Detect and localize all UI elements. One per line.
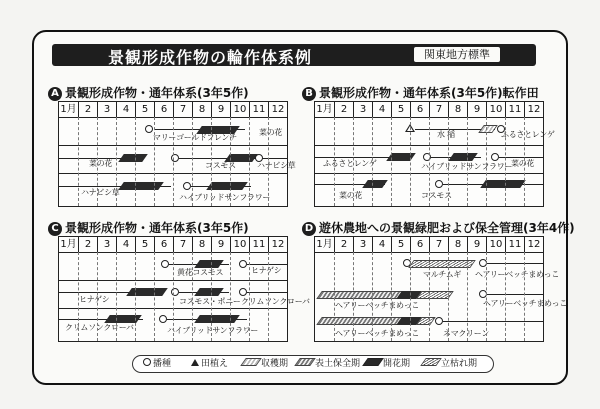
flowering-bar <box>194 288 224 296</box>
sow-marker <box>161 260 169 268</box>
section-b-letter: B <box>302 87 316 101</box>
month-cell: 3 <box>353 102 372 117</box>
month-cell: 8 <box>448 237 467 252</box>
month-divider <box>173 252 174 341</box>
month-header <box>59 102 287 118</box>
legend-wither: 立枯れ期 <box>423 356 477 372</box>
month-cell: 3 <box>97 102 116 117</box>
month-cell: 7 <box>429 237 448 252</box>
month-cell: 1月 <box>60 104 77 115</box>
month-cell: 1月 <box>316 239 333 250</box>
month-cell: 2 <box>78 237 97 252</box>
region-standard-badge: 関東地方標準 <box>414 47 500 62</box>
month-divider <box>429 117 430 206</box>
sow-marker <box>239 288 247 296</box>
month-divider <box>467 117 468 206</box>
crop-label: コスモス・ポニー <box>179 297 241 306</box>
month-divider <box>505 252 506 341</box>
legend-flower: 開花期 <box>365 356 410 372</box>
month-divider <box>391 252 392 341</box>
month-divider <box>211 117 212 206</box>
crop-label: ヘアリーベッチまめっこ <box>335 329 420 338</box>
crop-label: マリーゴールドフレンチ <box>153 133 237 142</box>
month-cell: 8 <box>192 102 211 117</box>
month-cell: 5 <box>135 237 154 252</box>
cover-swatch-icon <box>294 358 316 366</box>
crop-label: ヘアリーベッチまめっこ <box>335 301 420 310</box>
sow-marker <box>435 317 443 325</box>
month-header <box>59 237 287 253</box>
page-title: 景観形成作物の輪作体系例 <box>108 48 313 67</box>
legend-cover: 表土保全期 <box>297 356 360 372</box>
month-cell: 3 <box>353 237 372 252</box>
month-divider <box>505 117 506 206</box>
crop-label: ふるさとレンゲ <box>323 159 377 168</box>
crop-label: ハナビシ草 <box>81 188 120 197</box>
month-cell: 12 <box>524 237 543 252</box>
flowering-bar <box>118 154 148 162</box>
section-a-title: A 景観形成作物・通年体系(3年5作) <box>48 84 249 101</box>
month-divider <box>486 117 487 206</box>
section-d-letter: D <box>302 222 316 236</box>
harvest-swatch-icon <box>240 358 262 366</box>
crop-label: 水 稲 <box>437 130 455 139</box>
month-cell: 4 <box>116 237 135 252</box>
sow-icon <box>143 358 151 366</box>
month-divider <box>249 252 250 341</box>
month-cell: 8 <box>192 237 211 252</box>
legend-harvest: 収穫期 <box>243 356 288 372</box>
flowering-bar <box>362 180 388 188</box>
flowering-bar <box>104 315 142 323</box>
month-divider <box>268 117 269 206</box>
harvest-bar <box>478 125 498 133</box>
month-cell: 9 <box>467 102 486 117</box>
month-divider <box>410 117 411 206</box>
month-cell: 7 <box>429 102 448 117</box>
month-divider <box>211 252 212 341</box>
month-divider <box>97 117 98 206</box>
month-divider <box>448 252 449 341</box>
title-banner <box>52 44 536 66</box>
month-divider <box>334 252 335 341</box>
crop-label: 菜の花 <box>259 128 283 137</box>
flowering-bar <box>194 260 224 268</box>
crop-label: 黄花コスモス <box>177 268 224 277</box>
month-cell: 4 <box>372 237 391 252</box>
flower-swatch-icon <box>362 358 384 366</box>
month-cell: 5 <box>391 237 410 252</box>
month-cell: 5 <box>135 102 154 117</box>
section-b-title: B 景観形成作物・通年体系(3年5作)転作田 <box>302 84 539 101</box>
rotation-grid-d <box>314 236 568 342</box>
month-header <box>315 237 543 253</box>
month-cell: 10 <box>486 102 505 117</box>
month-cell: 2 <box>78 102 97 117</box>
month-cell: 7 <box>173 237 192 252</box>
month-cell: 10 <box>486 237 505 252</box>
month-divider <box>135 117 136 206</box>
month-cell: 11 <box>505 237 524 252</box>
crop-label: ハイブリッドサンフラワー <box>179 193 271 202</box>
transplant-icon <box>191 359 199 366</box>
crop-label: コスモス <box>205 161 236 170</box>
crop-label: クリムソンクローバ <box>65 323 134 332</box>
month-divider <box>249 117 250 206</box>
month-divider <box>230 117 231 206</box>
section-c-letter: C <box>48 222 62 236</box>
month-divider <box>486 252 487 341</box>
topsoil-conservation-bar <box>316 291 406 299</box>
month-cell: 11 <box>505 102 524 117</box>
rotation-grid-c <box>58 236 310 342</box>
month-divider <box>268 252 269 341</box>
crop-label: ヒナゲシ <box>251 266 282 275</box>
month-divider <box>391 117 392 206</box>
topsoil-conservation-bar <box>316 317 406 325</box>
crop-label: ハイブリッドサンフラワー <box>167 326 259 335</box>
crop-label: ハナビシ草 <box>257 161 296 170</box>
month-cell: 6 <box>410 102 429 117</box>
flowering-bar <box>448 153 478 161</box>
month-cell: 9 <box>467 237 486 252</box>
month-divider <box>429 252 430 341</box>
flowering-bar <box>206 182 248 190</box>
month-divider <box>334 117 335 206</box>
month-divider <box>524 252 525 341</box>
month-divider <box>192 117 193 206</box>
month-divider <box>192 252 193 341</box>
month-cell: 1月 <box>60 239 77 250</box>
month-divider <box>78 117 79 206</box>
withering-bar <box>408 260 476 268</box>
month-divider <box>78 252 79 341</box>
month-divider <box>154 252 155 341</box>
month-divider <box>116 252 117 341</box>
month-cell: 6 <box>410 237 429 252</box>
crop-label: ふるさとレンゲ <box>501 130 555 139</box>
month-cell: 12 <box>268 237 287 252</box>
month-divider <box>448 117 449 206</box>
rotation-grid-a <box>58 101 296 207</box>
month-divider <box>524 117 525 206</box>
month-divider <box>230 252 231 341</box>
sow-marker <box>239 260 247 268</box>
month-divider <box>410 252 411 341</box>
sow-marker <box>491 153 499 161</box>
crop-label: ハイブリッドサンフラワー <box>421 162 513 171</box>
crop-label: 菜の花 <box>89 159 113 168</box>
wither-swatch-icon <box>420 358 442 366</box>
month-divider <box>173 117 174 206</box>
month-divider <box>154 117 155 206</box>
flowering-bar <box>194 315 240 323</box>
month-cell: 10 <box>230 237 249 252</box>
month-divider <box>97 252 98 341</box>
crop-label: ヒナゲシ <box>79 295 110 304</box>
month-cell: 2 <box>334 237 353 252</box>
month-divider <box>467 252 468 341</box>
month-cell: 12 <box>268 102 287 117</box>
flowering-bar <box>118 182 164 190</box>
month-cell: 3 <box>97 237 116 252</box>
crop-label: ヘアリーベッチまめっこ <box>475 270 560 279</box>
month-cell: 7 <box>173 102 192 117</box>
section-a-letter: A <box>48 87 62 101</box>
flowering-bar <box>480 180 526 188</box>
flowering-bar <box>126 288 168 296</box>
section-c-title: C 景観形成作物・通年体系(3年5作) <box>48 219 249 236</box>
month-divider <box>372 252 373 341</box>
legend <box>132 355 494 373</box>
month-cell: 1月 <box>316 104 333 115</box>
month-header <box>315 102 543 118</box>
crop-label: ヘアリーベッチまめっこ <box>483 299 568 308</box>
month-cell: 4 <box>372 102 391 117</box>
month-cell: 8 <box>448 102 467 117</box>
month-cell: 12 <box>524 102 543 117</box>
crop-label: クリムソンクローバ <box>241 297 310 306</box>
legend-sow: 播種 <box>143 356 171 372</box>
sow-marker <box>435 180 443 188</box>
crop-label: コスモス <box>421 191 452 200</box>
crop-label: ネマクリーン <box>443 329 490 338</box>
sow-marker <box>183 182 191 190</box>
crop-label: マルチムギ <box>423 270 462 279</box>
month-cell: 11 <box>249 102 268 117</box>
month-divider <box>353 252 354 341</box>
month-cell: 4 <box>116 102 135 117</box>
crop-label: 菜の花 <box>511 159 535 168</box>
rotation-grid-b <box>314 101 555 207</box>
month-cell: 9 <box>211 237 230 252</box>
month-cell: 9 <box>211 102 230 117</box>
month-cell: 10 <box>230 102 249 117</box>
month-divider <box>372 117 373 206</box>
month-divider <box>353 117 354 206</box>
crop-label: 菜の花 <box>339 191 363 200</box>
section-d-title: D 遊休農地への景観緑肥および保全管理(3年4作) <box>302 219 575 236</box>
month-cell: 6 <box>154 237 173 252</box>
month-cell: 6 <box>154 102 173 117</box>
month-cell: 5 <box>391 102 410 117</box>
month-cell: 2 <box>334 102 353 117</box>
legend-transplant: 田植え <box>191 356 228 372</box>
month-divider <box>116 117 117 206</box>
sow-marker <box>145 125 153 133</box>
month-cell: 11 <box>249 237 268 252</box>
month-divider <box>135 252 136 341</box>
sow-marker <box>159 315 167 323</box>
